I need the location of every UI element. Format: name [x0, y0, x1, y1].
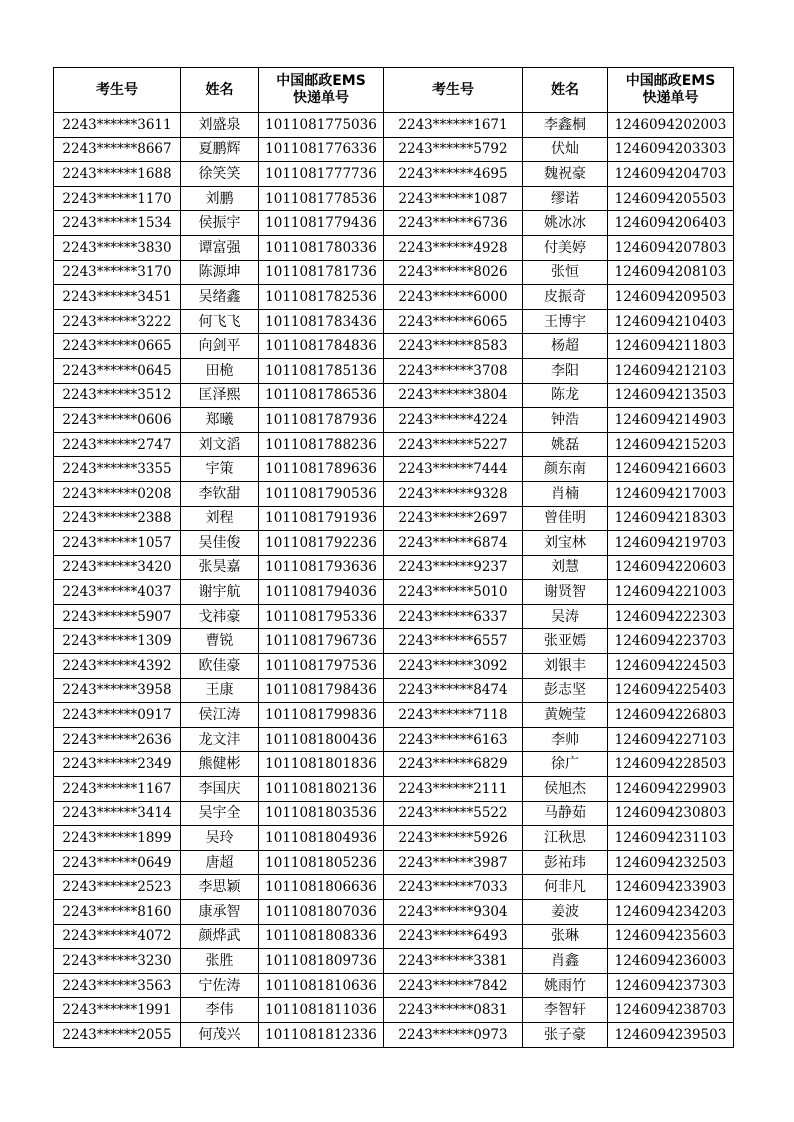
- table-row: [54, 949, 734, 974]
- table-row: [54, 654, 734, 679]
- student-name-cell: 何非凡: [523, 875, 608, 900]
- student-name-cell: 李国庆: [181, 777, 259, 802]
- tracking-number-cell: 1246094215203: [608, 432, 734, 457]
- tracking-number-cell: 1246094225403: [608, 678, 734, 703]
- header-ems-tracking: 中国邮政EMS 快递单号: [608, 68, 734, 113]
- exam-number-cell: 2243******0973: [384, 1022, 523, 1047]
- ems-tracking-table: [53, 67, 734, 1048]
- student-name-cell: 吴玲: [181, 826, 259, 851]
- tracking-number-cell: 1246094239503: [608, 1022, 734, 1047]
- exam-number-cell: 2243******0208: [54, 481, 181, 506]
- table-row: [54, 531, 734, 556]
- exam-number-cell: 2243******1170: [54, 186, 181, 211]
- exam-number-cell: 2243******0917: [54, 703, 181, 728]
- exam-number-cell: 2243******0831: [384, 998, 523, 1023]
- tracking-number-cell: 1011081790536: [259, 481, 384, 506]
- tracking-number-cell: 1011081794036: [259, 580, 384, 605]
- student-name-cell: 黄婉莹: [523, 703, 608, 728]
- table-row: [54, 383, 734, 408]
- student-name-cell: 李阳: [523, 358, 608, 383]
- exam-number-cell: 2243******5227: [384, 432, 523, 457]
- exam-number-cell: 2243******2055: [54, 1022, 181, 1047]
- student-name-cell: 姜波: [523, 900, 608, 925]
- tracking-number-cell: 1011081808336: [259, 924, 384, 949]
- student-name-cell: 向剑平: [181, 334, 259, 359]
- tracking-number-cell: 1011081803536: [259, 801, 384, 826]
- student-name-cell: 皮振奇: [523, 285, 608, 310]
- tracking-number-cell: 1246094237303: [608, 973, 734, 998]
- table-row: [54, 408, 734, 433]
- student-name-cell: 刘程: [181, 506, 259, 531]
- student-name-cell: 曹锐: [181, 629, 259, 654]
- exam-number-cell: 2243******8026: [384, 260, 523, 285]
- student-name-cell: 匡泽熙: [181, 383, 259, 408]
- exam-number-cell: 2243******1899: [54, 826, 181, 851]
- student-name-cell: 龙文沣: [181, 727, 259, 752]
- exam-number-cell: 2243******4037: [54, 580, 181, 605]
- exam-number-cell: 2243******9328: [384, 481, 523, 506]
- tracking-number-cell: 1246094222303: [608, 604, 734, 629]
- student-name-cell: 侯旭杰: [523, 777, 608, 802]
- tracking-number-cell: 1246094217003: [608, 481, 734, 506]
- exam-number-cell: 2243******3451: [54, 285, 181, 310]
- exam-number-cell: 2243******9237: [384, 555, 523, 580]
- student-name-cell: 张亚嫣: [523, 629, 608, 654]
- tracking-number-cell: 1011081783436: [259, 309, 384, 334]
- exam-number-cell: 2243******3611: [54, 113, 181, 138]
- student-name-cell: 姚雨竹: [523, 973, 608, 998]
- tracking-number-cell: 1246094224503: [608, 654, 734, 679]
- student-name-cell: 谭富强: [181, 235, 259, 260]
- tracking-number-cell: 1246094226803: [608, 703, 734, 728]
- tracking-number-cell: 1011081810636: [259, 973, 384, 998]
- table-row: [54, 580, 734, 605]
- exam-number-cell: 2243******3958: [54, 678, 181, 703]
- tracking-number-cell: 1011081786536: [259, 383, 384, 408]
- exam-number-cell: 2243******6065: [384, 309, 523, 334]
- tracking-number-cell: 1011081788236: [259, 432, 384, 457]
- header-exam-number: 考生号: [384, 68, 523, 113]
- student-name-cell: 田桅: [181, 358, 259, 383]
- student-name-cell: 宁佐涛: [181, 973, 259, 998]
- table-row: [54, 973, 734, 998]
- exam-number-cell: 2243******0606: [54, 408, 181, 433]
- exam-number-cell: 2243******2523: [54, 875, 181, 900]
- tracking-number-cell: 1246094209503: [608, 285, 734, 310]
- exam-number-cell: 2243******0645: [54, 358, 181, 383]
- student-name-cell: 刘慧: [523, 555, 608, 580]
- tracking-number-cell: 1246094203303: [608, 137, 734, 162]
- tracking-number-cell: 1246094221003: [608, 580, 734, 605]
- student-name-cell: 刘文滔: [181, 432, 259, 457]
- student-name-cell: 钟浩: [523, 408, 608, 433]
- student-name-cell: 江秋思: [523, 826, 608, 851]
- student-name-cell: 姚冰冰: [523, 211, 608, 236]
- table-row: [54, 777, 734, 802]
- table-row: [54, 137, 734, 162]
- exam-number-cell: 2243******3092: [384, 654, 523, 679]
- student-name-cell: 郑曦: [181, 408, 259, 433]
- student-name-cell: 陈龙: [523, 383, 608, 408]
- tracking-number-cell: 1246094206403: [608, 211, 734, 236]
- table-row: [54, 875, 734, 900]
- student-name-cell: 徐广: [523, 752, 608, 777]
- exam-number-cell: 2243******3830: [54, 235, 181, 260]
- header-exam-number: 考生号: [54, 68, 181, 113]
- student-name-cell: 王博宇: [523, 309, 608, 334]
- tracking-number-cell: 1011081811036: [259, 998, 384, 1023]
- tracking-number-cell: 1011081784836: [259, 334, 384, 359]
- table-row: [54, 211, 734, 236]
- exam-number-cell: 2243******6163: [384, 727, 523, 752]
- tracking-number-cell: 1011081776336: [259, 137, 384, 162]
- exam-number-cell: 2243******0665: [54, 334, 181, 359]
- tracking-number-cell: 1246094231103: [608, 826, 734, 851]
- exam-number-cell: 2243******4695: [384, 162, 523, 187]
- table-row: [54, 235, 734, 260]
- exam-number-cell: 2243******3355: [54, 457, 181, 482]
- table-row: [54, 727, 734, 752]
- tracking-number-cell: 1011081779436: [259, 211, 384, 236]
- table-row: [54, 924, 734, 949]
- tracking-number-cell: 1011081796736: [259, 629, 384, 654]
- table-row: [54, 1022, 734, 1047]
- student-name-cell: 谢宇航: [181, 580, 259, 605]
- exam-number-cell: 2243******7444: [384, 457, 523, 482]
- exam-number-cell: 2243******6000: [384, 285, 523, 310]
- table-row: [54, 432, 734, 457]
- student-name-cell: 李伟: [181, 998, 259, 1023]
- tracking-number-cell: 1246094205503: [608, 186, 734, 211]
- header-name: 姓名: [523, 68, 608, 113]
- tracking-number-cell: 1011081789636: [259, 457, 384, 482]
- student-name-cell: 刘银丰: [523, 654, 608, 679]
- header-ems-tracking: 中国邮政EMS 快递单号: [259, 68, 384, 113]
- tracking-number-cell: 1011081791936: [259, 506, 384, 531]
- exam-number-cell: 2243******6874: [384, 531, 523, 556]
- table-row: [54, 506, 734, 531]
- exam-number-cell: 2243******1087: [384, 186, 523, 211]
- exam-number-cell: 2243******6337: [384, 604, 523, 629]
- exam-number-cell: 2243******3222: [54, 309, 181, 334]
- student-name-cell: 肖鑫: [523, 949, 608, 974]
- student-name-cell: 侯江涛: [181, 703, 259, 728]
- exam-number-cell: 2243******2388: [54, 506, 181, 531]
- exam-number-cell: 2243******9304: [384, 900, 523, 925]
- exam-number-cell: 2243******8474: [384, 678, 523, 703]
- student-name-cell: 姚磊: [523, 432, 608, 457]
- student-name-cell: 吴宇全: [181, 801, 259, 826]
- tracking-number-cell: 1246094232503: [608, 850, 734, 875]
- tracking-number-cell: 1246094214903: [608, 408, 734, 433]
- table-row: [54, 703, 734, 728]
- student-name-cell: 刘鹏: [181, 186, 259, 211]
- exam-number-cell: 2243******8583: [384, 334, 523, 359]
- exam-number-cell: 2243******4224: [384, 408, 523, 433]
- exam-number-cell: 2243******5792: [384, 137, 523, 162]
- student-name-cell: 李智轩: [523, 998, 608, 1023]
- tracking-number-cell: 1011081798436: [259, 678, 384, 703]
- student-name-cell: 马静茹: [523, 801, 608, 826]
- student-name-cell: 李鑫桐: [523, 113, 608, 138]
- student-name-cell: 夏鹏辉: [181, 137, 259, 162]
- tracking-number-cell: 1246094207803: [608, 235, 734, 260]
- exam-number-cell: 2243******3563: [54, 973, 181, 998]
- table-row: [54, 555, 734, 580]
- tracking-number-cell: 1011081805236: [259, 850, 384, 875]
- student-name-cell: 曾佳明: [523, 506, 608, 531]
- exam-number-cell: 2243******1057: [54, 531, 181, 556]
- exam-number-cell: 2243******5522: [384, 801, 523, 826]
- table-row: [54, 801, 734, 826]
- student-name-cell: 魏祝豪: [523, 162, 608, 187]
- student-name-cell: 伏灿: [523, 137, 608, 162]
- header-name: 姓名: [181, 68, 259, 113]
- student-name-cell: 彭志坚: [523, 678, 608, 703]
- tracking-number-cell: 1011081782536: [259, 285, 384, 310]
- tracking-number-cell: 1011081793636: [259, 555, 384, 580]
- tracking-number-cell: 1011081778536: [259, 186, 384, 211]
- tracking-number-cell: 1246094234203: [608, 900, 734, 925]
- tracking-number-cell: 1246094229903: [608, 777, 734, 802]
- table-row: [54, 260, 734, 285]
- tracking-number-cell: 1246094220603: [608, 555, 734, 580]
- exam-number-cell: 2243******4072: [54, 924, 181, 949]
- exam-number-cell: 2243******3381: [384, 949, 523, 974]
- exam-number-cell: 2243******7842: [384, 973, 523, 998]
- student-name-cell: 张胜: [181, 949, 259, 974]
- exam-number-cell: 2243******3987: [384, 850, 523, 875]
- student-name-cell: 吴绪鑫: [181, 285, 259, 310]
- table-row: [54, 457, 734, 482]
- exam-number-cell: 2243******2349: [54, 752, 181, 777]
- tracking-number-cell: 1011081795336: [259, 604, 384, 629]
- exam-number-cell: 2243******3414: [54, 801, 181, 826]
- exam-number-cell: 2243******8160: [54, 900, 181, 925]
- student-name-cell: 何茂兴: [181, 1022, 259, 1047]
- tracking-number-cell: 1246094219703: [608, 531, 734, 556]
- table-row: [54, 752, 734, 777]
- student-name-cell: 李思颖: [181, 875, 259, 900]
- student-name-cell: 李钦甜: [181, 481, 259, 506]
- tracking-number-cell: 1011081804936: [259, 826, 384, 851]
- table-row: [54, 826, 734, 851]
- tracking-number-cell: 1011081800436: [259, 727, 384, 752]
- tracking-number-cell: 1246094208103: [608, 260, 734, 285]
- table-row: [54, 678, 734, 703]
- tracking-number-cell: 1246094230803: [608, 801, 734, 826]
- tracking-number-cell: 1011081792236: [259, 531, 384, 556]
- exam-number-cell: 2243******3420: [54, 555, 181, 580]
- student-name-cell: 李帅: [523, 727, 608, 752]
- tracking-number-cell: 1011081812336: [259, 1022, 384, 1047]
- exam-number-cell: 2243******3708: [384, 358, 523, 383]
- exam-number-cell: 2243******4928: [384, 235, 523, 260]
- tracking-number-cell: 1246094210403: [608, 309, 734, 334]
- exam-number-cell: 2243******6557: [384, 629, 523, 654]
- student-name-cell: 何飞飞: [181, 309, 259, 334]
- table-row: [54, 358, 734, 383]
- student-name-cell: 徐笑笑: [181, 162, 259, 187]
- exam-number-cell: 2243******6829: [384, 752, 523, 777]
- student-name-cell: 康承智: [181, 900, 259, 925]
- exam-number-cell: 2243******3512: [54, 383, 181, 408]
- exam-number-cell: 2243******3170: [54, 260, 181, 285]
- tracking-number-cell: 1246094228503: [608, 752, 734, 777]
- tracking-number-cell: 1246094204703: [608, 162, 734, 187]
- table-row: [54, 334, 734, 359]
- tracking-number-cell: 1246094211803: [608, 334, 734, 359]
- exam-number-cell: 2243******3804: [384, 383, 523, 408]
- student-name-cell: 颜东南: [523, 457, 608, 482]
- exam-number-cell: 2243******2111: [384, 777, 523, 802]
- exam-number-cell: 2243******4392: [54, 654, 181, 679]
- tracking-number-cell: 1011081801836: [259, 752, 384, 777]
- tracking-number-cell: 1011081809736: [259, 949, 384, 974]
- tracking-number-cell: 1246094218303: [608, 506, 734, 531]
- table-row: [54, 850, 734, 875]
- table-row: [54, 998, 734, 1023]
- tracking-number-cell: 1246094213503: [608, 383, 734, 408]
- student-name-cell: 缪诺: [523, 186, 608, 211]
- student-name-cell: 张昊嘉: [181, 555, 259, 580]
- tracking-number-cell: 1011081780336: [259, 235, 384, 260]
- student-name-cell: 彭祐玮: [523, 850, 608, 875]
- student-name-cell: 宇策: [181, 457, 259, 482]
- exam-number-cell: 2243******3230: [54, 949, 181, 974]
- tracking-number-cell: 1011081797536: [259, 654, 384, 679]
- student-name-cell: 杨超: [523, 334, 608, 359]
- table-row: [54, 113, 734, 138]
- student-name-cell: 吴佳俊: [181, 531, 259, 556]
- student-name-cell: 侯振宇: [181, 211, 259, 236]
- tracking-number-cell: 1011081807036: [259, 900, 384, 925]
- tracking-number-cell: 1011081775036: [259, 113, 384, 138]
- tracking-number-cell: 1011081785136: [259, 358, 384, 383]
- exam-number-cell: 2243******2697: [384, 506, 523, 531]
- tracking-number-cell: 1011081799836: [259, 703, 384, 728]
- exam-number-cell: 2243******5926: [384, 826, 523, 851]
- tracking-number-cell: 1011081787936: [259, 408, 384, 433]
- student-name-cell: 熊健彬: [181, 752, 259, 777]
- student-name-cell: 付美婷: [523, 235, 608, 260]
- exam-number-cell: 2243******0649: [54, 850, 181, 875]
- tracking-number-cell: 1246094233903: [608, 875, 734, 900]
- student-name-cell: 吴涛: [523, 604, 608, 629]
- exam-number-cell: 2243******2636: [54, 727, 181, 752]
- table-row: [54, 162, 734, 187]
- tracking-number-cell: 1246094202003: [608, 113, 734, 138]
- tracking-number-cell: 1246094227103: [608, 727, 734, 752]
- exam-number-cell: 2243******1534: [54, 211, 181, 236]
- student-name-cell: 王康: [181, 678, 259, 703]
- student-name-cell: 肖楠: [523, 481, 608, 506]
- table-row: [54, 186, 734, 211]
- tracking-number-cell: 1246094212103: [608, 358, 734, 383]
- student-name-cell: 戈祎豪: [181, 604, 259, 629]
- student-name-cell: 欧佳豪: [181, 654, 259, 679]
- student-name-cell: 刘盛泉: [181, 113, 259, 138]
- exam-number-cell: 2243******2747: [54, 432, 181, 457]
- tracking-number-cell: 1246094216603: [608, 457, 734, 482]
- tracking-number-cell: 1011081777736: [259, 162, 384, 187]
- exam-number-cell: 2243******6736: [384, 211, 523, 236]
- student-name-cell: 唐超: [181, 850, 259, 875]
- tracking-number-cell: 1011081781736: [259, 260, 384, 285]
- student-name-cell: 张恒: [523, 260, 608, 285]
- table-row: [54, 604, 734, 629]
- student-name-cell: 颜烨武: [181, 924, 259, 949]
- exam-number-cell: 2243******5010: [384, 580, 523, 605]
- tracking-number-cell: 1011081802136: [259, 777, 384, 802]
- student-name-cell: 陈源坤: [181, 260, 259, 285]
- table-row: [54, 285, 734, 310]
- exam-number-cell: 2243******5907: [54, 604, 181, 629]
- exam-number-cell: 2243******1309: [54, 629, 181, 654]
- table-row: [54, 629, 734, 654]
- student-name-cell: 谢贤智: [523, 580, 608, 605]
- student-name-cell: 张琳: [523, 924, 608, 949]
- student-name-cell: 张子豪: [523, 1022, 608, 1047]
- tracking-number-cell: 1011081806636: [259, 875, 384, 900]
- exam-number-cell: 2243******1167: [54, 777, 181, 802]
- tracking-number-cell: 1246094238703: [608, 998, 734, 1023]
- exam-number-cell: 2243******7033: [384, 875, 523, 900]
- student-name-cell: 刘宝林: [523, 531, 608, 556]
- exam-number-cell: 2243******1688: [54, 162, 181, 187]
- table-header-row: [54, 68, 734, 113]
- tracking-number-cell: 1246094236003: [608, 949, 734, 974]
- exam-number-cell: 2243******7118: [384, 703, 523, 728]
- exam-number-cell: 2243******1991: [54, 998, 181, 1023]
- table-row: [54, 900, 734, 925]
- exam-number-cell: 2243******6493: [384, 924, 523, 949]
- exam-number-cell: 2243******1671: [384, 113, 523, 138]
- table-row: [54, 481, 734, 506]
- tracking-number-cell: 1246094235603: [608, 924, 734, 949]
- tracking-number-cell: 1246094223703: [608, 629, 734, 654]
- table-row: [54, 309, 734, 334]
- exam-number-cell: 2243******8667: [54, 137, 181, 162]
